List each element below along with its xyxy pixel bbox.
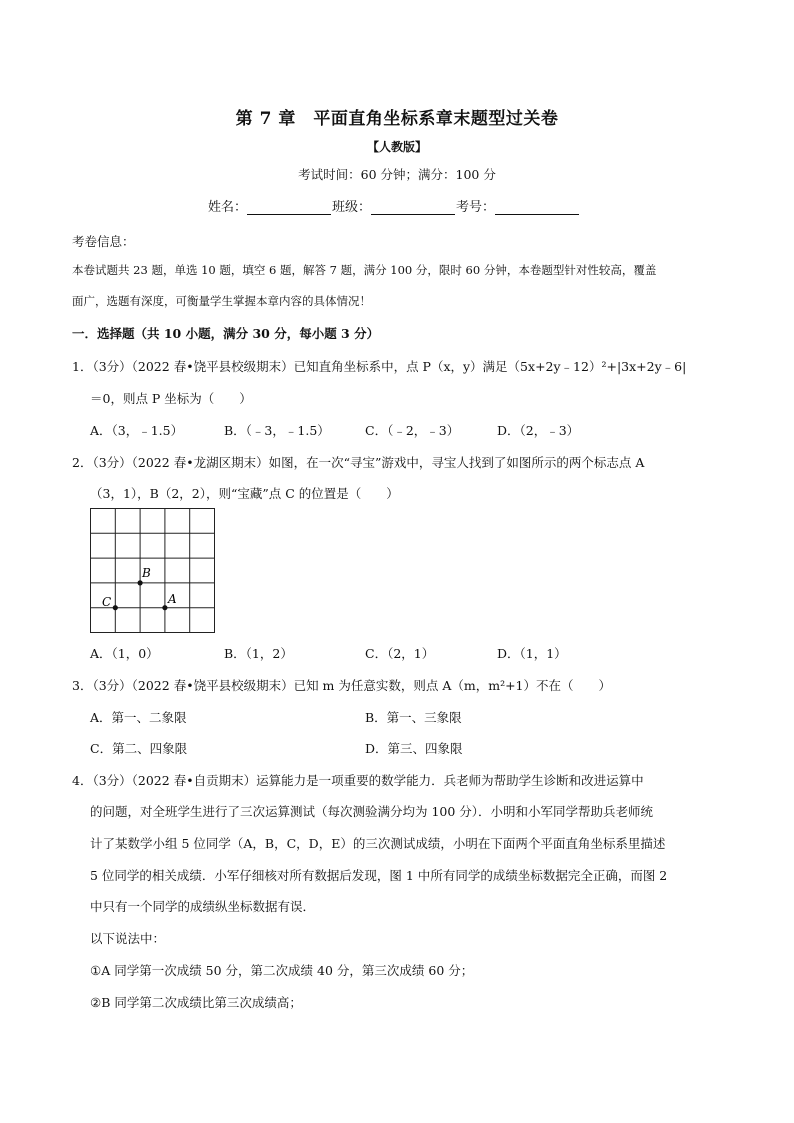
q1-line-1: 1．（3分）（2022 春•饶平县校级期末）已知直角坐标系中，点 P（x，y）满足（5x+2y﹣12）²+|3x+2y﹣6| [72, 359, 687, 374]
point-c-label: C [102, 595, 112, 609]
edition-label: 【人教版】 [366, 140, 427, 154]
point-c-marker [113, 605, 118, 610]
q2-option-a[interactable]: A．（1，0） [90, 646, 159, 661]
section-heading: 一．选择题（共 10 小题，满分 30 分，每小题 3 分） [72, 326, 380, 341]
q2-option-c[interactable]: C．（2，1） [365, 646, 435, 661]
q4-line-2: 的问题，对全班学生进行了三次运算测试（每次测验满分均为 100 分）．小明和小军同学帮助兵老师统 [90, 804, 654, 819]
q1-option-c[interactable]: C．（﹣2，﹣3） [365, 423, 460, 438]
q4-line-3: 计了某数学小组 5 位同学（A，B，C，D，E）的三次测试成绩，小明在下面两个平面直角坐标系里描述 [90, 836, 666, 851]
info-heading: 考卷信息： [72, 234, 135, 249]
q4-statement-1: ①A 同学第一次成绩 50 分，第二次成绩 40 分，第三次成绩 60 分； [90, 963, 474, 978]
q1-line-2: ＝0，则点 P 坐标为（ ） [90, 391, 252, 406]
q3-option-c[interactable]: C．第二、四象限 [90, 741, 188, 756]
number-label: 考号： [456, 200, 496, 215]
page-title: 第 7 章 平面直角坐标系章末题型过关卷 [235, 109, 559, 129]
name-field[interactable] [247, 198, 331, 215]
q2-option-b[interactable]: B．（1，2） [224, 646, 293, 661]
q2-line-2: （3，1），B（2，2），则“宝藏”点 C 的位置是（ ） [90, 486, 399, 501]
point-b-marker [138, 580, 143, 585]
point-a-label: A [168, 592, 177, 606]
treasure-grid-figure [90, 508, 216, 634]
name-label: 姓名： [208, 200, 248, 215]
q4-line-5: 中只有一个同学的成绩纵坐标数据有误． [90, 899, 316, 914]
q4-statement-2: ②B 同学第二次成绩比第三次成绩高； [90, 995, 302, 1010]
exam-time-info: 考试时间：60 分钟；满分：100 分 [298, 167, 496, 182]
grid-lines [91, 509, 215, 633]
student-info-fields [208, 196, 580, 215]
info-line-1: 本卷试题共 23 题，单选 10 题，填空 6 题，解答 7 题，满分 100 分，限时 60 分钟，本卷题型针对性较高，覆盖 [72, 263, 657, 277]
q1-option-d[interactable]: D．（2，﹣3） [497, 423, 580, 438]
info-line-2: 面广，选题有深度，可衡量学生掌握本章内容的具体情况！ [72, 294, 371, 308]
q2-option-d[interactable]: D．（1，1） [497, 646, 567, 661]
q1-option-b[interactable]: B．（﹣3，﹣1.5） [224, 423, 330, 438]
q4-line-6: 以下说法中： [90, 931, 166, 946]
q2-line-1: 2．（3分）（2022 春•龙湖区期末）如图，在一次“寻宝”游戏中，寻宝人找到了如图所示的两个标志点 A [72, 455, 645, 470]
q3-line-1: 3．（3分）（2022 春•饶平县校级期末）已知 m 为任意实数，则点 A（m，m²+1）不在（ ） [72, 678, 612, 693]
q3-option-a[interactable]: A．第一、二象限 [90, 710, 187, 725]
class-field[interactable] [371, 198, 455, 215]
q3-option-b[interactable]: B．第一、三象限 [365, 710, 462, 725]
number-field[interactable] [495, 198, 579, 215]
q3-option-d[interactable]: D．第三、四象限 [365, 741, 463, 756]
q1-option-a[interactable]: A．（3，﹣1.5） [90, 423, 184, 438]
point-a-marker [162, 605, 167, 610]
q4-line-4: 5 位同学的相关成绩．小军仔细核对所有数据后发现，图 1 中所有同学的成绩坐标数据完全正确，而图 2 [90, 868, 668, 883]
class-label: 班级： [332, 200, 372, 215]
q4-line-1: 4．（3分）（2022 春•自贡期末）运算能力是一项重要的数学能力．兵老师为帮助学生诊断和改进运算中 [72, 773, 644, 788]
point-b-label: B [142, 566, 151, 580]
